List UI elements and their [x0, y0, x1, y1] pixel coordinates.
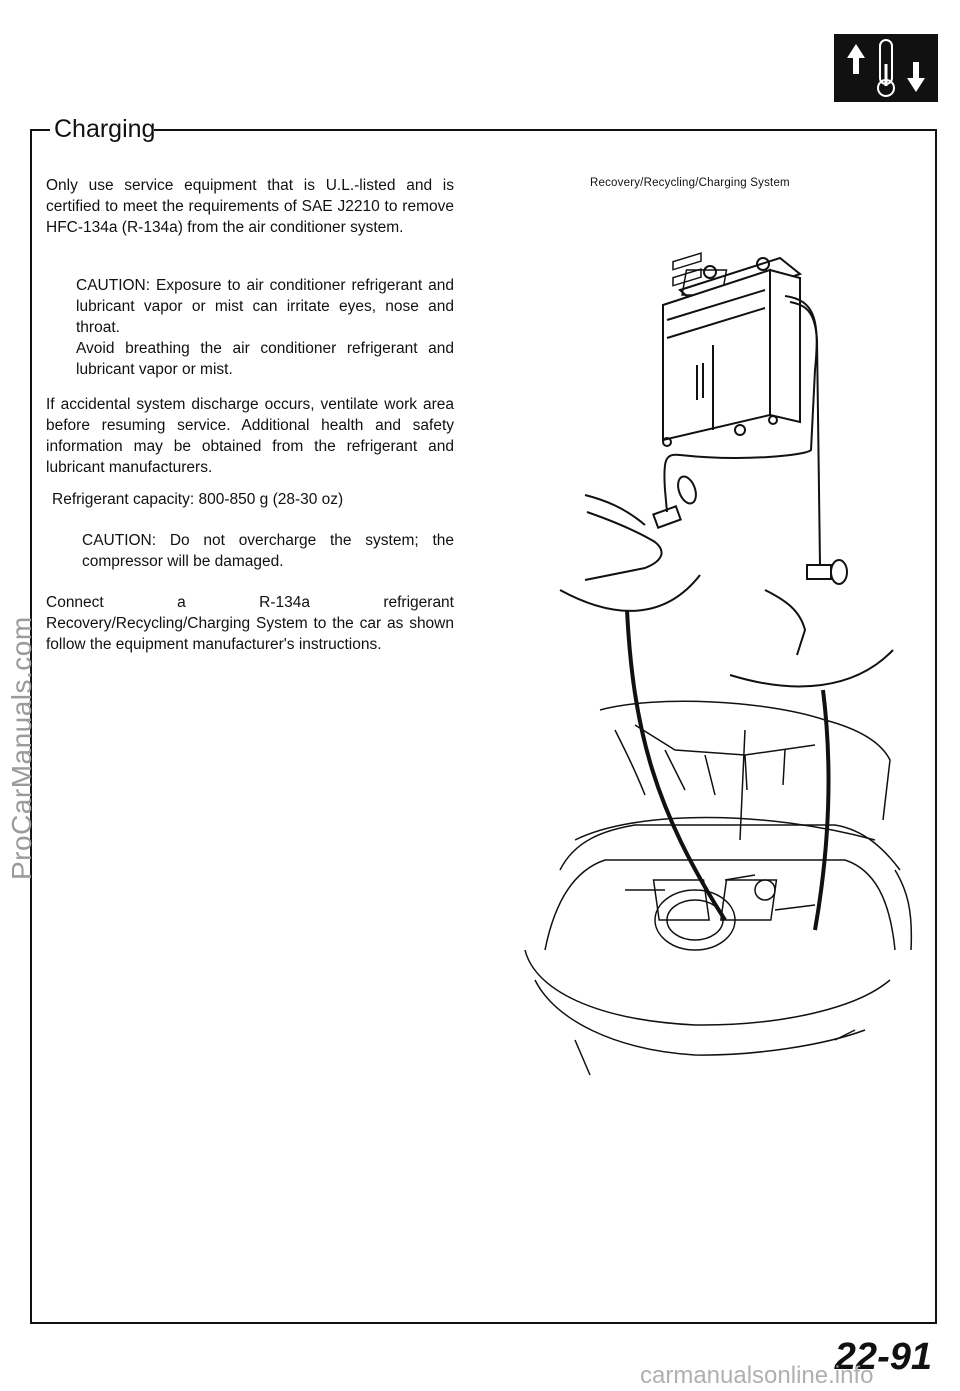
thermometer-arrows-icon — [834, 34, 938, 102]
page-number: 22-91 — [834, 1336, 932, 1378]
figure-caption: Recovery/Recycling/Charging System — [590, 177, 790, 189]
intro-paragraph: Only use service equipment that is U.L.-listed and is certified to meet the requirements of SAE J2210 to remove HFC-134a (R-134a) from the air conditioner system. — [46, 177, 454, 236]
charging-system-illustration — [515, 250, 915, 1100]
frame-top-right-rule — [154, 129, 937, 131]
watermark-left: ProCarManuals.com — [6, 616, 37, 880]
watermark-bottom: carmanualsonline.info — [640, 1362, 874, 1389]
discharge-paragraph: If accidental system discharge occurs, ventilate work area before resuming service. Additional health and safety information may be obtained from the refrigerant and lubricant manufacturers. — [46, 396, 454, 476]
refrigerant-capacity: Refrigerant capacity: 800-850 g (28-30 oz) — [52, 491, 344, 508]
frame-top-left-rule — [30, 129, 50, 131]
connect-paragraph: Connect a R-134a refrigerant Recovery/Recycling/Charging System to the car as shown follow the equipment manufacturer's instructions. — [46, 594, 454, 653]
caution-block-1 — [76, 275, 454, 380]
caution-block-2: CAUTION: Do not overcharge the system; the compressor will be damaged. — [82, 532, 454, 570]
caution-1-text: CAUTION: Exposure to air conditioner refrigerant and lubricant vapor or mist can irritate eyes, nose and throat. — [76, 277, 454, 336]
car-front-drawing — [525, 701, 911, 1075]
caution-1-avoid-text: Avoid breathing the air conditioner refrigerant and lubricant vapor or mist. — [76, 340, 454, 378]
charging-station-drawing — [560, 253, 893, 686]
section-title: Charging — [54, 115, 156, 143]
